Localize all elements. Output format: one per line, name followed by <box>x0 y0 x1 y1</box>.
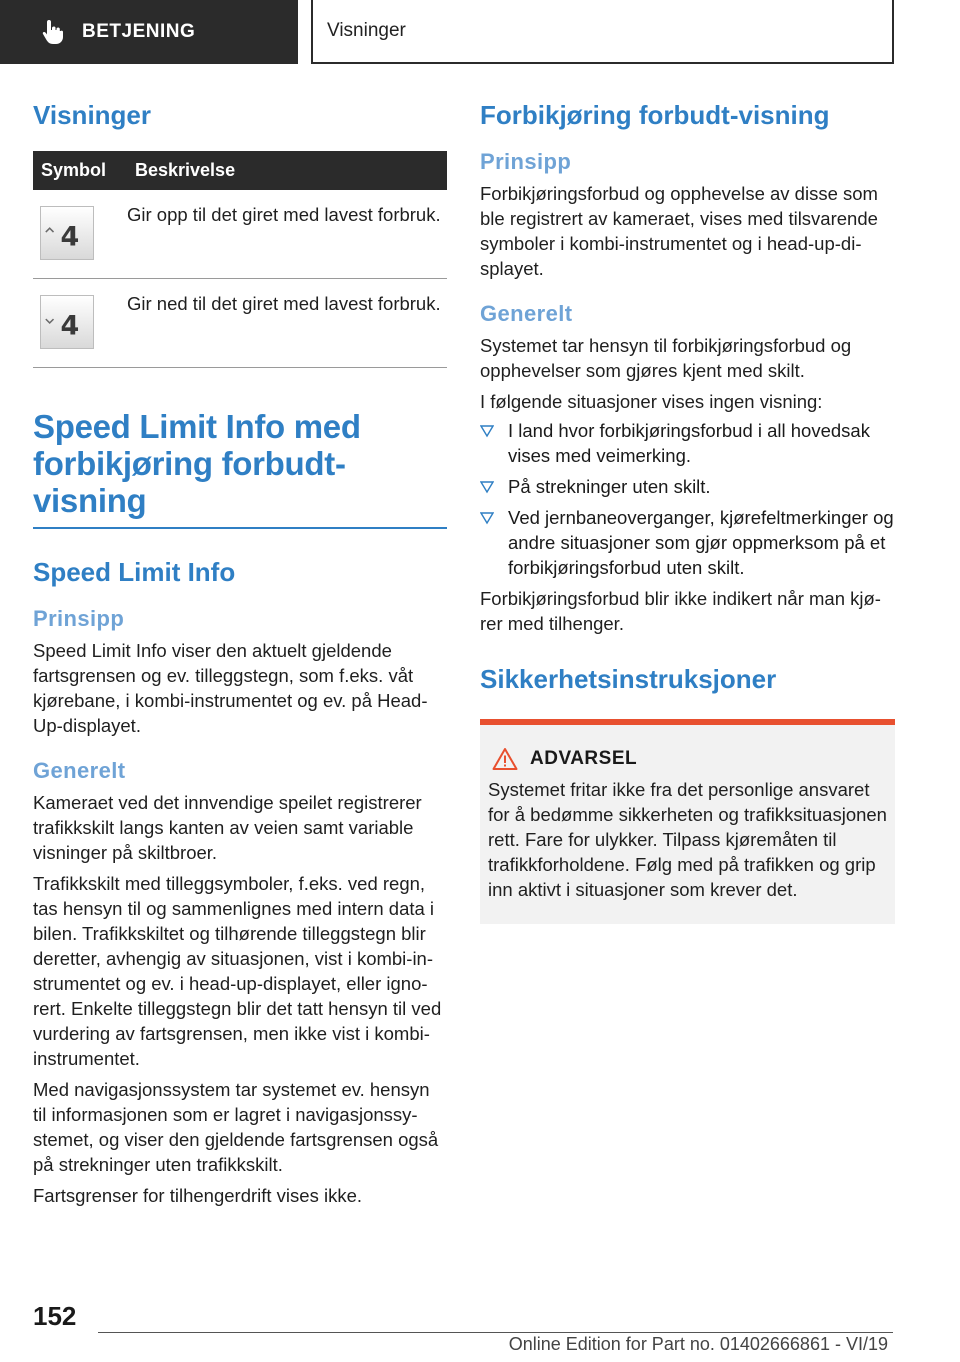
edition-text: Online Edition for Part no. 01402666861 - VI/19 <box>508 1334 888 1354</box>
generelt-paragraph-1: Systemet tar hensyn til forbikjøringsforbud og opphevelser som gjøres kjent med skilt. <box>480 335 852 381</box>
col-symbol-header: Symbol <box>33 151 127 190</box>
list-item <box>480 505 895 580</box>
generelt-paragraph-2: Trafikkskilt med tilleggsymboler, f.eks. ved regn, tas hensyn til og sammenlignes med intern data i bilen. Trafikkskiltet og tilhørende tilleggstegn blir deretter, avhengig av situasjonen, vist i kombi-instrumentet og ev. i head-up-displayet, eller ignorert. Enkelte tilleggstegn blir det tatt hensyn til ved vurdering av fartsgrensen, men ikke vist i kombi-instrumentet. <box>33 873 442 1069</box>
table-row <box>33 190 447 279</box>
warning-title: ADVARSEL <box>530 748 638 769</box>
sikkerhet-heading: Sikkerhetsinstruksjoner <box>480 664 777 694</box>
prinsipp-text: Forbikjøringsforbud og opphevelse av disse som ble registrert av kameraet, vises med tilsvarende symboler i kombi-instrumentet og i head-up-displayet. <box>480 183 878 279</box>
page-header <box>0 0 960 66</box>
col-desc-header: Beskrivelse <box>127 151 447 190</box>
main-title: Speed Limit Info med forbikjøring forbudt-visning <box>33 408 447 529</box>
triangle-bullet-icon <box>480 424 494 438</box>
list-item <box>480 474 895 499</box>
section-label: BETJENING <box>82 21 196 42</box>
generelt-paragraph-1: Kameraet ved det innvendige speilet registrerer trafikkskilt langs kanten av veien samt variable visninger på skiltbroer. <box>33 792 422 863</box>
triangle-bullet-icon <box>480 511 494 525</box>
desc-text: Gir ned til det giret med lavest forbruk. <box>127 293 441 314</box>
list-item <box>480 418 895 468</box>
table-header-row <box>33 151 447 190</box>
generelt-paragraph-3: Med navigasjonssystem tar systemet ev. hensyn til informasjonen som er lagret i navigasjonssystemet, og viser den gjeldende fartsgrensen også på strekninger uten trafikkskilt. <box>33 1079 439 1175</box>
page-footer <box>0 1296 960 1362</box>
symbol-table <box>33 151 447 368</box>
prinsipp-heading: Prinsipp <box>33 606 125 631</box>
generelt-paragraph-3: Forbikjøringsforbud blir ikke indikert når man kjører med tilhenger. <box>480 588 881 634</box>
chapter-tab <box>311 0 894 64</box>
list-item-text: Ved jernbaneoverganger, kjørefeltmerkinger og andre situasjoner som gjør oppmerksom på et forbikjøringsforbud uten skilt. <box>508 507 894 578</box>
symbol-cell <box>33 279 127 368</box>
generelt-heading: Generelt <box>480 301 573 326</box>
forbikjoring-heading: Forbikjøring forbudt-visning <box>480 100 830 130</box>
desc-cell <box>127 190 447 279</box>
prinsipp-heading: Prinsipp <box>480 149 572 174</box>
gear-up-4-icon <box>40 206 94 260</box>
sli-heading: Speed Limit Info <box>33 557 236 587</box>
visninger-heading: Visninger <box>33 100 152 130</box>
section-tab <box>0 0 298 64</box>
warning-triangle-icon <box>492 747 518 771</box>
desc-text: Gir opp til det giret med lavest forbruk. <box>127 204 441 225</box>
svg-text:4: 4 <box>60 221 80 253</box>
desc-cell <box>127 279 447 368</box>
prinsipp-text: Speed Limit Info viser den aktuelt gjeldende fartsgrensen og ev. tilleggstegn, som f.eks. våt kjørebane, i kombi-instrumentet og ev. på Head-Up-displayet. <box>33 640 428 736</box>
situation-list <box>480 418 895 580</box>
svg-text:4: 4 <box>60 310 80 342</box>
symbol-cell <box>33 190 127 279</box>
list-item-text: På strekninger uten skilt. <box>508 476 711 497</box>
left-column <box>33 100 447 1208</box>
table-row <box>33 279 447 368</box>
generelt-paragraph-2: I følgende situasjoner vises ingen visning: <box>480 391 823 412</box>
triangle-bullet-icon <box>480 480 494 494</box>
page-number: 152 <box>33 1301 77 1331</box>
list-item-text: I land hvor forbikjøringsforbud i all hovedsak vises med veimerking. <box>508 420 870 466</box>
gear-down-4-icon <box>40 295 94 349</box>
right-column <box>480 100 895 924</box>
hand-pointer-icon <box>38 17 68 47</box>
warning-header <box>488 747 887 771</box>
footer-divider <box>98 1332 893 1333</box>
warning-text: Systemet fritar ikke fra det personlige ansvaret for å bedømme sikkerheten og trafikksituasjonen rett. Fare for ulykker. Tilpass kjøremåten til trafikkforholdene. Følg med på trafikken og grip inn aktivt i situasjoner som krever det. <box>488 779 887 900</box>
generelt-paragraph-4: Fartsgrenser for tilhengerdrift vises ikke. <box>33 1185 363 1206</box>
chapter-label: Visninger <box>327 20 406 41</box>
warning-box <box>480 719 895 924</box>
generelt-heading: Generelt <box>33 758 126 783</box>
